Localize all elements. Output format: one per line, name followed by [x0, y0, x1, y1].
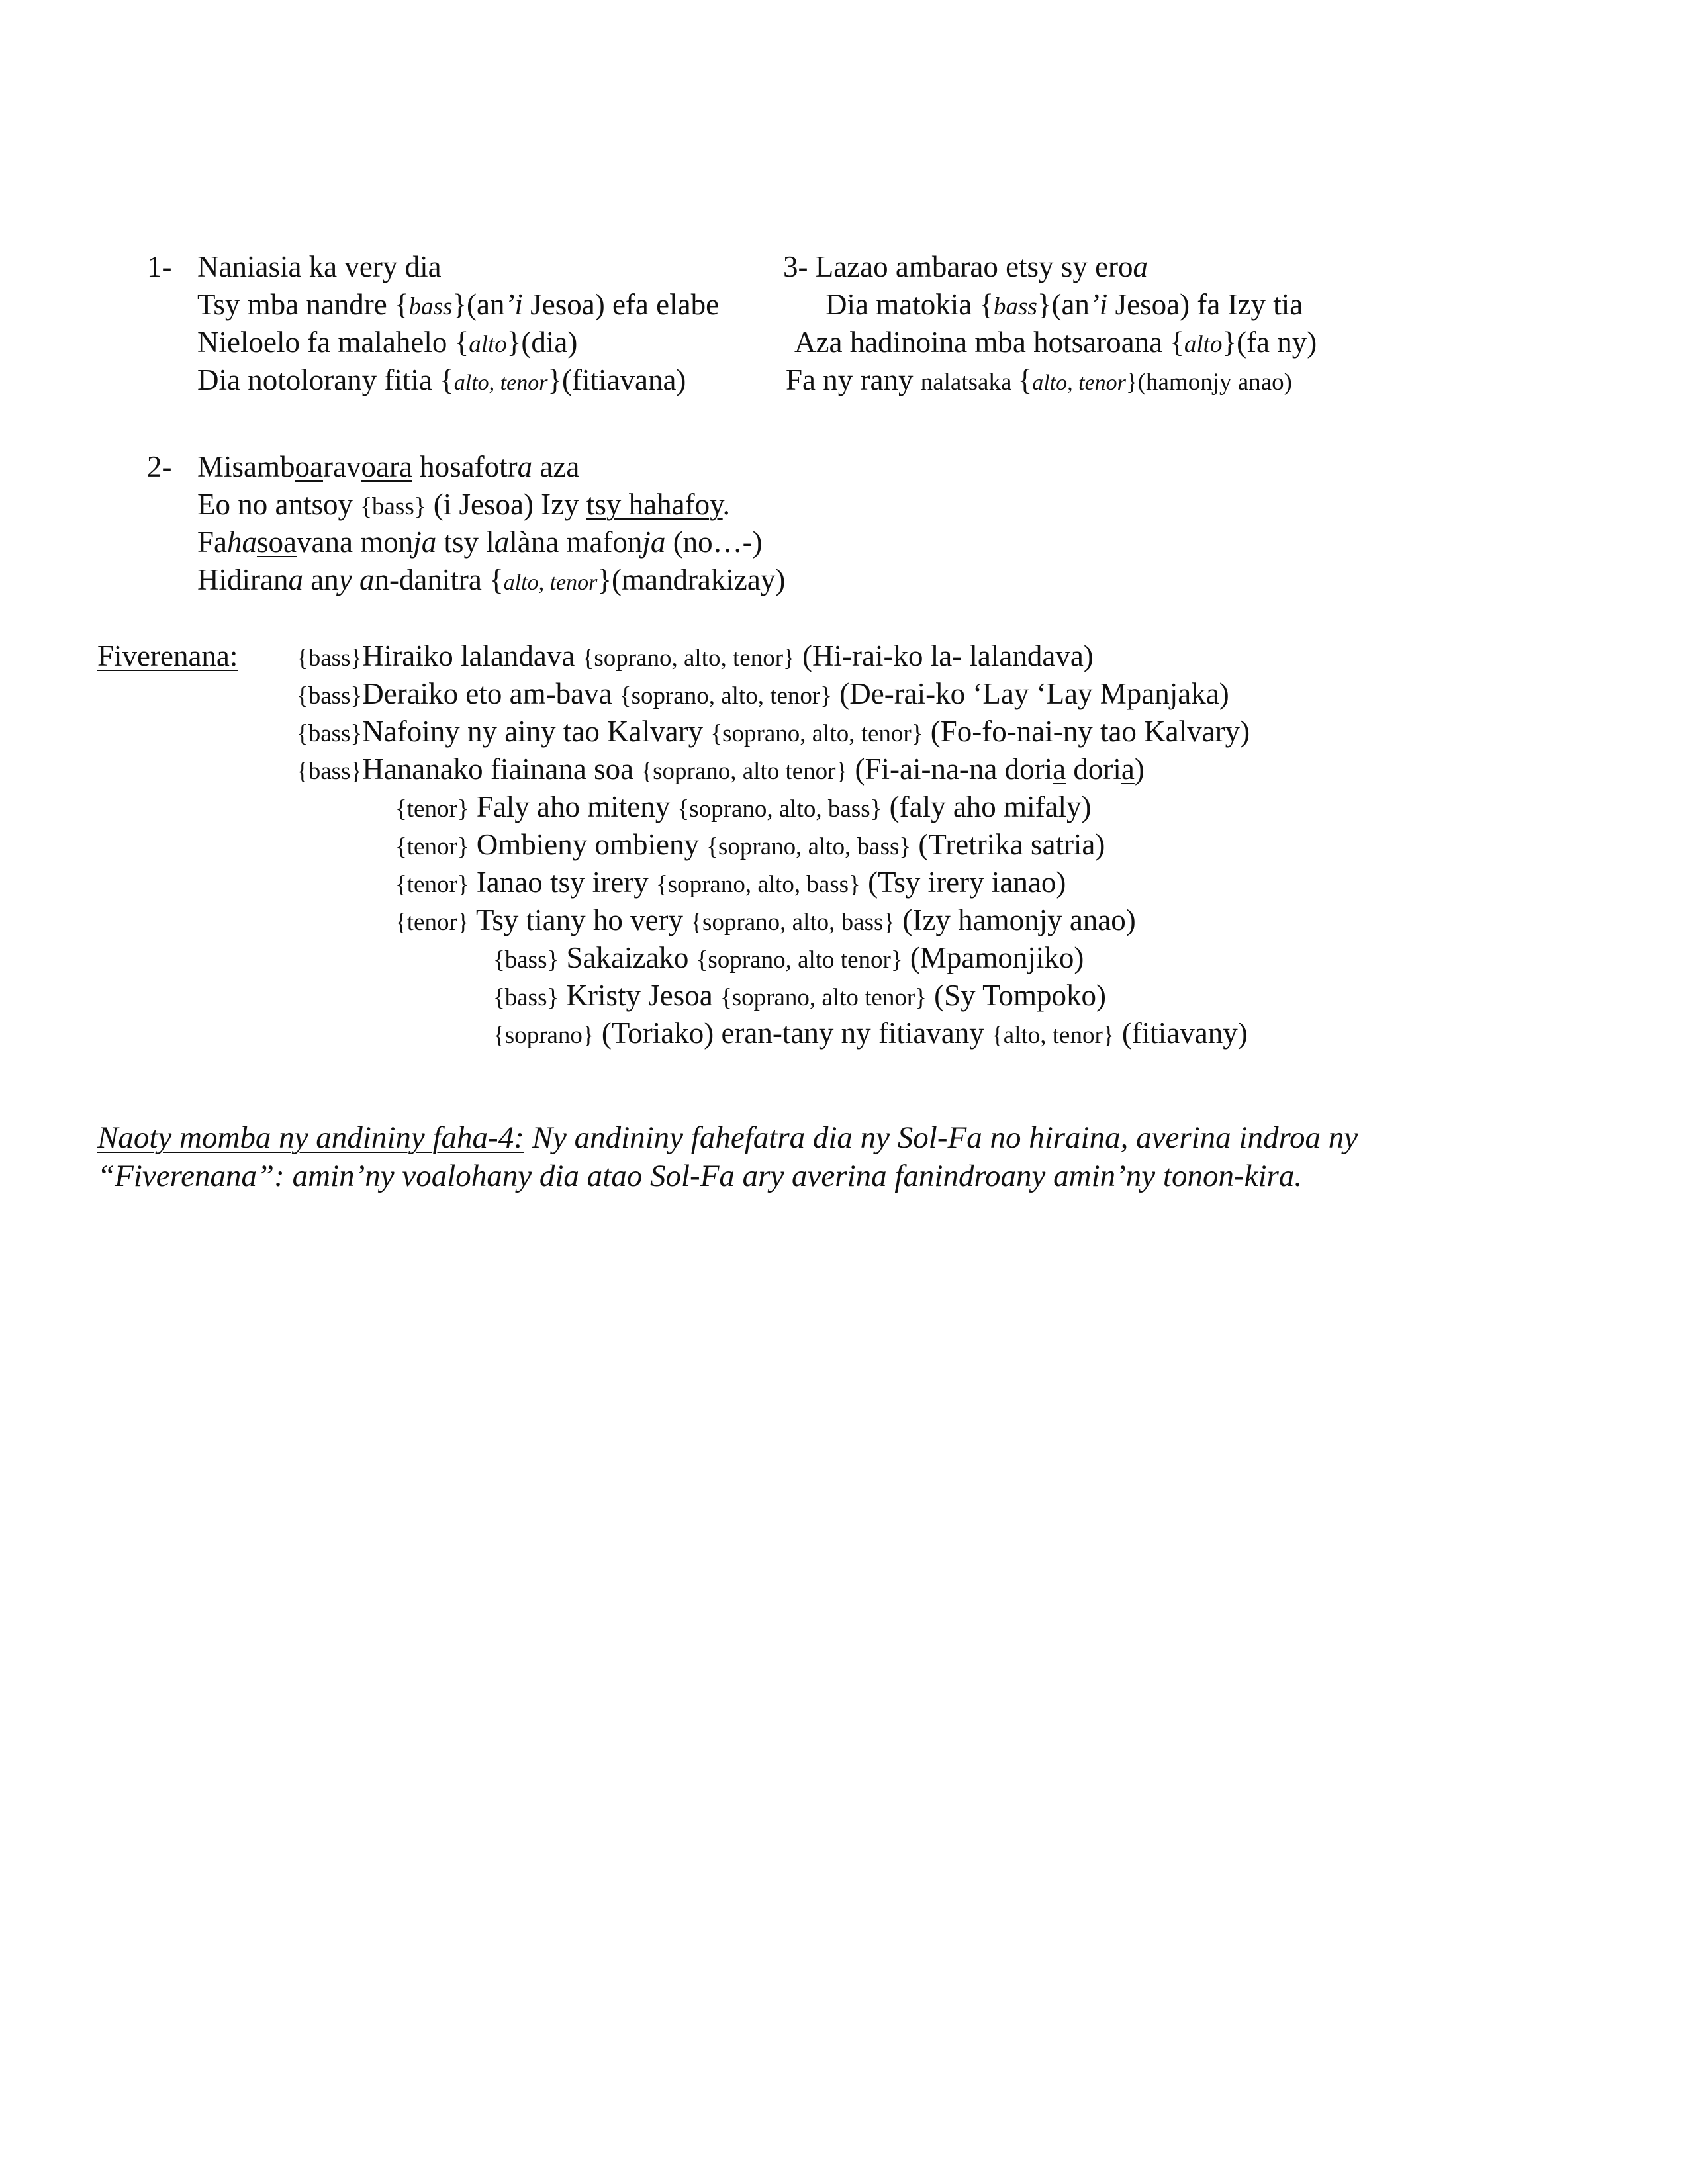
chorus-line: {bass}Hananako fiainana soa {soprano, alto tenor} (Fi-ai-na-na doria doria)	[297, 752, 1145, 786]
verse-2-line-3: Fahasoavana monja tsy lalàna mafonja (no…-)	[197, 525, 763, 559]
chorus-line: {bass}Nafoiny ny ainy tao Kalvary {soprano, alto, tenor} (Fo-fo-nai-ny tao Kalvary)	[297, 715, 1250, 748]
chorus-line: {bass} Sakaizako {soprano, alto tenor} (Mpamonjiko)	[493, 941, 1084, 974]
chorus-line: {bass}Hiraiko lalandava {soprano, alto, tenor} (Hi-rai-ko la- lalandava)	[297, 639, 1094, 672]
verse-1-number: 1-	[147, 250, 172, 283]
chorus-label: Fiverenana:	[97, 639, 238, 672]
verse-1-line-2: Tsy mba nandre {bass}(an’i Jesoa) efa elabe	[197, 288, 720, 321]
chorus-line: {soprano} (Toriako) eran-tany ny fitiavany {alto, tenor} (fitiavany)	[493, 1017, 1248, 1050]
chorus-line: {tenor} Ombieny ombieny {soprano, alto, bass} (Tretrika satria)	[395, 828, 1105, 861]
verse-3-number: 3-	[783, 250, 808, 283]
verse-1-line-3: Nieloelo fa malahelo {alto}(dia)	[197, 326, 578, 359]
verse-1-line-4: Dia notolorany fitia {alto, tenor}(fitiavana)	[197, 363, 686, 396]
verse-3-line-3: Aza hadinoina mba hotsaroana {alto}(fa ny)	[794, 326, 1317, 359]
verse-3-line-2: Dia matokia {bass}(an’i Jesoa) fa Izy tia	[825, 288, 1303, 321]
chorus-line: {tenor} Ianao tsy irery {soprano, alto, bass} (Tsy irery ianao)	[395, 866, 1066, 899]
verse-2-line-4: Hidirana any an-danitra {alto, tenor}(mandrakizay)	[197, 563, 786, 596]
verse-3-line-4: Fa ny rany nalatsaka {alto, tenor}(hamonjy anao)	[786, 363, 1292, 396]
verse-1-line-1: Naniasia ka very dia	[197, 250, 442, 283]
chorus-line: {tenor} Faly aho miteny {soprano, alto, bass} (faly aho mifaly)	[395, 790, 1092, 823]
verse-2-line-1: Misamboaravoara hosafotra aza	[197, 450, 580, 483]
note-line-2: “Fiverenana”: amin’ny voalohany dia atao Sol-Fa ary averina fanindroany amin’ny tonon-kira.	[97, 1159, 1303, 1193]
chorus-line: {tenor} Tsy tiany ho very {soprano, alto, bass} (Izy hamonjy anao)	[395, 903, 1136, 936]
chorus-line: {bass} Kristy Jesoa {soprano, alto tenor} (Sy Tompoko)	[493, 979, 1106, 1012]
verse-3-line-1: 3- Lazao ambarao etsy sy eroa	[783, 250, 1149, 283]
verse-2-number: 2-	[147, 450, 172, 483]
verse-2-line-2: Eo no antsoy {bass} (i Jesoa) Izy tsy hahafoy.	[197, 488, 730, 521]
note-line-1: Naoty momba ny andininy faha-4: Ny andininy fahefatra dia ny Sol-Fa no hiraina, averina indroa ny	[97, 1120, 1358, 1155]
note-label: Naoty momba ny andininy faha-4:	[97, 1120, 524, 1155]
chorus-line: {bass}Deraiko eto am-bava {soprano, alto, tenor} (De-rai-ko ‘Lay ‘Lay Mpanjaka)	[297, 677, 1229, 710]
